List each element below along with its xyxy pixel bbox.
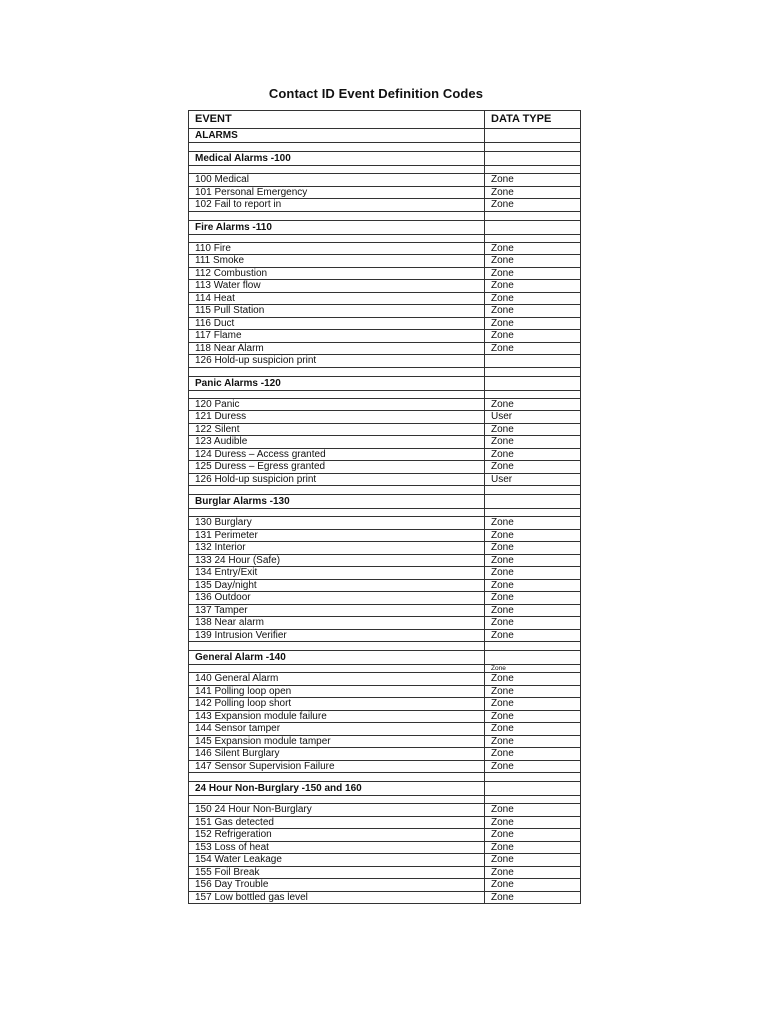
section-title: Medical Alarms -100 (189, 152, 485, 166)
data-type-cell: Zone (485, 186, 581, 199)
spacer-cell (485, 773, 581, 782)
section-gap-row (189, 665, 581, 673)
event-cell: 126 Hold-up suspicion print (189, 473, 485, 486)
event-cell: 133 24 Hour (Safe) (189, 554, 485, 567)
event-cell: 125 Duress – Egress granted (189, 461, 485, 474)
table-row (189, 567, 581, 580)
data-type-cell: User (485, 411, 581, 424)
table-row (189, 816, 581, 829)
event-cell: 121 Duress (189, 411, 485, 424)
event-cell: 147 Sensor Supervision Failure (189, 760, 485, 773)
data-type-cell: Zone (485, 760, 581, 773)
section-gap-row (189, 509, 581, 517)
table-row (189, 841, 581, 854)
table-row (189, 592, 581, 605)
event-cell: 142 Polling loop short (189, 698, 485, 711)
gap-cell (189, 796, 485, 804)
event-cell: 123 Audible (189, 436, 485, 449)
section-gap-row (189, 234, 581, 242)
table-row (189, 255, 581, 268)
event-cell: 145 Expansion module tamper (189, 735, 485, 748)
event-cell: 110 Fire (189, 242, 485, 255)
data-type-cell: Zone (485, 461, 581, 474)
data-type-cell: Zone (485, 292, 581, 305)
section-gap-row (189, 390, 581, 398)
table-row (189, 517, 581, 530)
data-type-cell: Zone (485, 423, 581, 436)
data-type-cell: Zone (485, 398, 581, 411)
event-cell: 154 Water Leakage (189, 854, 485, 867)
event-cell: 136 Outdoor (189, 592, 485, 605)
table-row (189, 461, 581, 474)
spacer-row (189, 211, 581, 220)
section-title: Panic Alarms -120 (189, 376, 485, 390)
event-cell: 141 Polling loop open (189, 685, 485, 698)
event-cell: 115 Pull Station (189, 305, 485, 318)
gap-cell (485, 796, 581, 804)
gap-cell (189, 234, 485, 242)
event-cell: 130 Burglary (189, 517, 485, 530)
table-row (189, 879, 581, 892)
data-type-cell: Zone (485, 542, 581, 555)
event-cell: 143 Expansion module failure (189, 710, 485, 723)
section-title: General Alarm -140 (189, 651, 485, 665)
table-row (189, 292, 581, 305)
section-title-empty-cell (485, 152, 581, 166)
event-cell: 124 Duress – Access granted (189, 448, 485, 461)
spacer-row (189, 642, 581, 651)
event-codes-table (188, 110, 581, 904)
section-gap-row (189, 796, 581, 804)
table-row (189, 330, 581, 343)
table-row (189, 829, 581, 842)
data-type-cell: Zone (485, 342, 581, 355)
table-row (189, 280, 581, 293)
event-cell: 116 Duct (189, 317, 485, 330)
data-type-cell: Zone (485, 866, 581, 879)
event-cell: 131 Perimeter (189, 529, 485, 542)
gap-cell (485, 166, 581, 174)
data-type-cell: Zone (485, 723, 581, 736)
table-row (189, 673, 581, 686)
table-row (189, 529, 581, 542)
event-cell: 117 Flame (189, 330, 485, 343)
data-type-cell: Zone (485, 698, 581, 711)
data-type-cell: Zone (485, 305, 581, 318)
data-type-cell: Zone (485, 685, 581, 698)
event-cell: 157 Low bottled gas level (189, 891, 485, 904)
table-row (189, 685, 581, 698)
spacer-cell (485, 211, 581, 220)
spacer-cell (189, 773, 485, 782)
data-type-cell: Zone (485, 604, 581, 617)
gap-cell (189, 665, 485, 673)
data-type-cell: Zone (485, 710, 581, 723)
table-row (189, 267, 581, 280)
data-type-cell: Zone (485, 330, 581, 343)
table-row (189, 748, 581, 761)
event-cell: 135 Day/night (189, 579, 485, 592)
table-row (189, 242, 581, 255)
table-row (189, 617, 581, 630)
category-empty-cell (485, 129, 581, 143)
data-type-cell: Zone (485, 567, 581, 580)
event-cell: 139 Intrusion Verifier (189, 629, 485, 642)
event-cell: 113 Water flow (189, 280, 485, 293)
section-title: Burglar Alarms -130 (189, 495, 485, 509)
section-title-empty-cell (485, 651, 581, 665)
data-type-cell (485, 355, 581, 368)
table-row (189, 629, 581, 642)
data-type-cell: Zone (485, 317, 581, 330)
event-cell: 137 Tamper (189, 604, 485, 617)
table-row (189, 186, 581, 199)
spacer-cell (485, 367, 581, 376)
table-row (189, 398, 581, 411)
page-title: Contact ID Event Definition Codes (268, 86, 484, 101)
section-title-empty-cell (485, 220, 581, 234)
data-type-cell: Zone (485, 816, 581, 829)
event-cell: 153 Loss of heat (189, 841, 485, 854)
table-row (189, 891, 581, 904)
data-type-cell: Zone (485, 891, 581, 904)
table-row (189, 723, 581, 736)
gap-cell (189, 390, 485, 398)
event-cell: 155 Foil Break (189, 866, 485, 879)
table-row (189, 423, 581, 436)
category-row (189, 129, 581, 143)
data-type-cell: Zone (485, 267, 581, 280)
data-type-cell: User (485, 473, 581, 486)
data-type-cell: Zone (485, 629, 581, 642)
data-type-cell: Zone (485, 554, 581, 567)
section-title-empty-cell (485, 782, 581, 796)
event-cell: 114 Heat (189, 292, 485, 305)
data-type-cell: Zone (485, 529, 581, 542)
data-type-cell: Zone (485, 448, 581, 461)
event-cell: 101 Personal Emergency (189, 186, 485, 199)
table-row (189, 604, 581, 617)
data-type-cell: Zone (485, 517, 581, 530)
table-body (189, 111, 581, 904)
event-cell: 122 Silent (189, 423, 485, 436)
column-header-event: EVENT (189, 111, 485, 129)
table-row (189, 760, 581, 773)
event-cell: 126 Hold-up suspicion print (189, 355, 485, 368)
table-row (189, 355, 581, 368)
data-type-cell: Zone (485, 579, 581, 592)
event-cell: 140 General Alarm (189, 673, 485, 686)
table-row (189, 305, 581, 318)
data-type-cell: Zone (485, 242, 581, 255)
spacer-row (189, 367, 581, 376)
section-title: Fire Alarms -110 (189, 220, 485, 234)
section-title-row (189, 651, 581, 665)
spacer-cell (189, 486, 485, 495)
event-cell: 134 Entry/Exit (189, 567, 485, 580)
section-title-row (189, 495, 581, 509)
data-type-cell: Zone (485, 174, 581, 187)
event-cell: 151 Gas detected (189, 816, 485, 829)
section-title-row (189, 152, 581, 166)
spacer-cell (485, 143, 581, 152)
spacer-row (189, 773, 581, 782)
data-type-cell: Zone (485, 280, 581, 293)
event-cell: 100 Medical (189, 174, 485, 187)
gap-value: Zone (485, 665, 581, 673)
table-row (189, 317, 581, 330)
table-row (189, 735, 581, 748)
section-title-empty-cell (485, 376, 581, 390)
gap-cell (485, 390, 581, 398)
table-row (189, 710, 581, 723)
spacer-cell (189, 367, 485, 376)
table-row (189, 342, 581, 355)
section-title: 24 Hour Non-Burglary -150 and 160 (189, 782, 485, 796)
gap-cell (485, 509, 581, 517)
table-row (189, 854, 581, 867)
event-cell: 150 24 Hour Non-Burglary (189, 804, 485, 817)
section-gap-row (189, 166, 581, 174)
gap-cell (485, 234, 581, 242)
data-type-cell: Zone (485, 854, 581, 867)
event-cell: 111 Smoke (189, 255, 485, 268)
table-row (189, 473, 581, 486)
data-type-cell: Zone (485, 673, 581, 686)
table-row (189, 804, 581, 817)
gap-cell (189, 509, 485, 517)
event-cell: 156 Day Trouble (189, 879, 485, 892)
table-row (189, 554, 581, 567)
spacer-cell (189, 642, 485, 651)
table-row (189, 199, 581, 212)
spacer-cell (485, 486, 581, 495)
column-header-data-type: DATA TYPE (485, 111, 581, 129)
table-header-row (189, 111, 581, 129)
event-cell: 138 Near alarm (189, 617, 485, 630)
event-cell: 120 Panic (189, 398, 485, 411)
section-title-row (189, 220, 581, 234)
table-row (189, 411, 581, 424)
table-row (189, 579, 581, 592)
data-type-cell: Zone (485, 436, 581, 449)
event-cell: 146 Silent Burglary (189, 748, 485, 761)
data-type-cell: Zone (485, 199, 581, 212)
event-cell: 144 Sensor tamper (189, 723, 485, 736)
table-row (189, 448, 581, 461)
data-type-cell: Zone (485, 841, 581, 854)
spacer-cell (485, 642, 581, 651)
event-cell: 132 Interior (189, 542, 485, 555)
spacer-cell (189, 143, 485, 152)
section-title-empty-cell (485, 495, 581, 509)
data-type-cell: Zone (485, 748, 581, 761)
spacer-row (189, 143, 581, 152)
event-cell: 118 Near Alarm (189, 342, 485, 355)
table-row (189, 866, 581, 879)
data-type-cell: Zone (485, 592, 581, 605)
data-type-cell: Zone (485, 255, 581, 268)
event-cell: 102 Fail to report in (189, 199, 485, 212)
table-row (189, 542, 581, 555)
section-title-row (189, 782, 581, 796)
table-row (189, 436, 581, 449)
spacer-row (189, 486, 581, 495)
data-type-cell: Zone (485, 879, 581, 892)
event-cell: 112 Combustion (189, 267, 485, 280)
gap-cell (189, 166, 485, 174)
data-type-cell: Zone (485, 829, 581, 842)
category-label: ALARMS (189, 129, 485, 143)
data-type-cell: Zone (485, 804, 581, 817)
event-cell: 152 Refrigeration (189, 829, 485, 842)
data-type-cell: Zone (485, 735, 581, 748)
section-title-row (189, 376, 581, 390)
table-row (189, 174, 581, 187)
table-row (189, 698, 581, 711)
data-type-cell: Zone (485, 617, 581, 630)
spacer-cell (189, 211, 485, 220)
